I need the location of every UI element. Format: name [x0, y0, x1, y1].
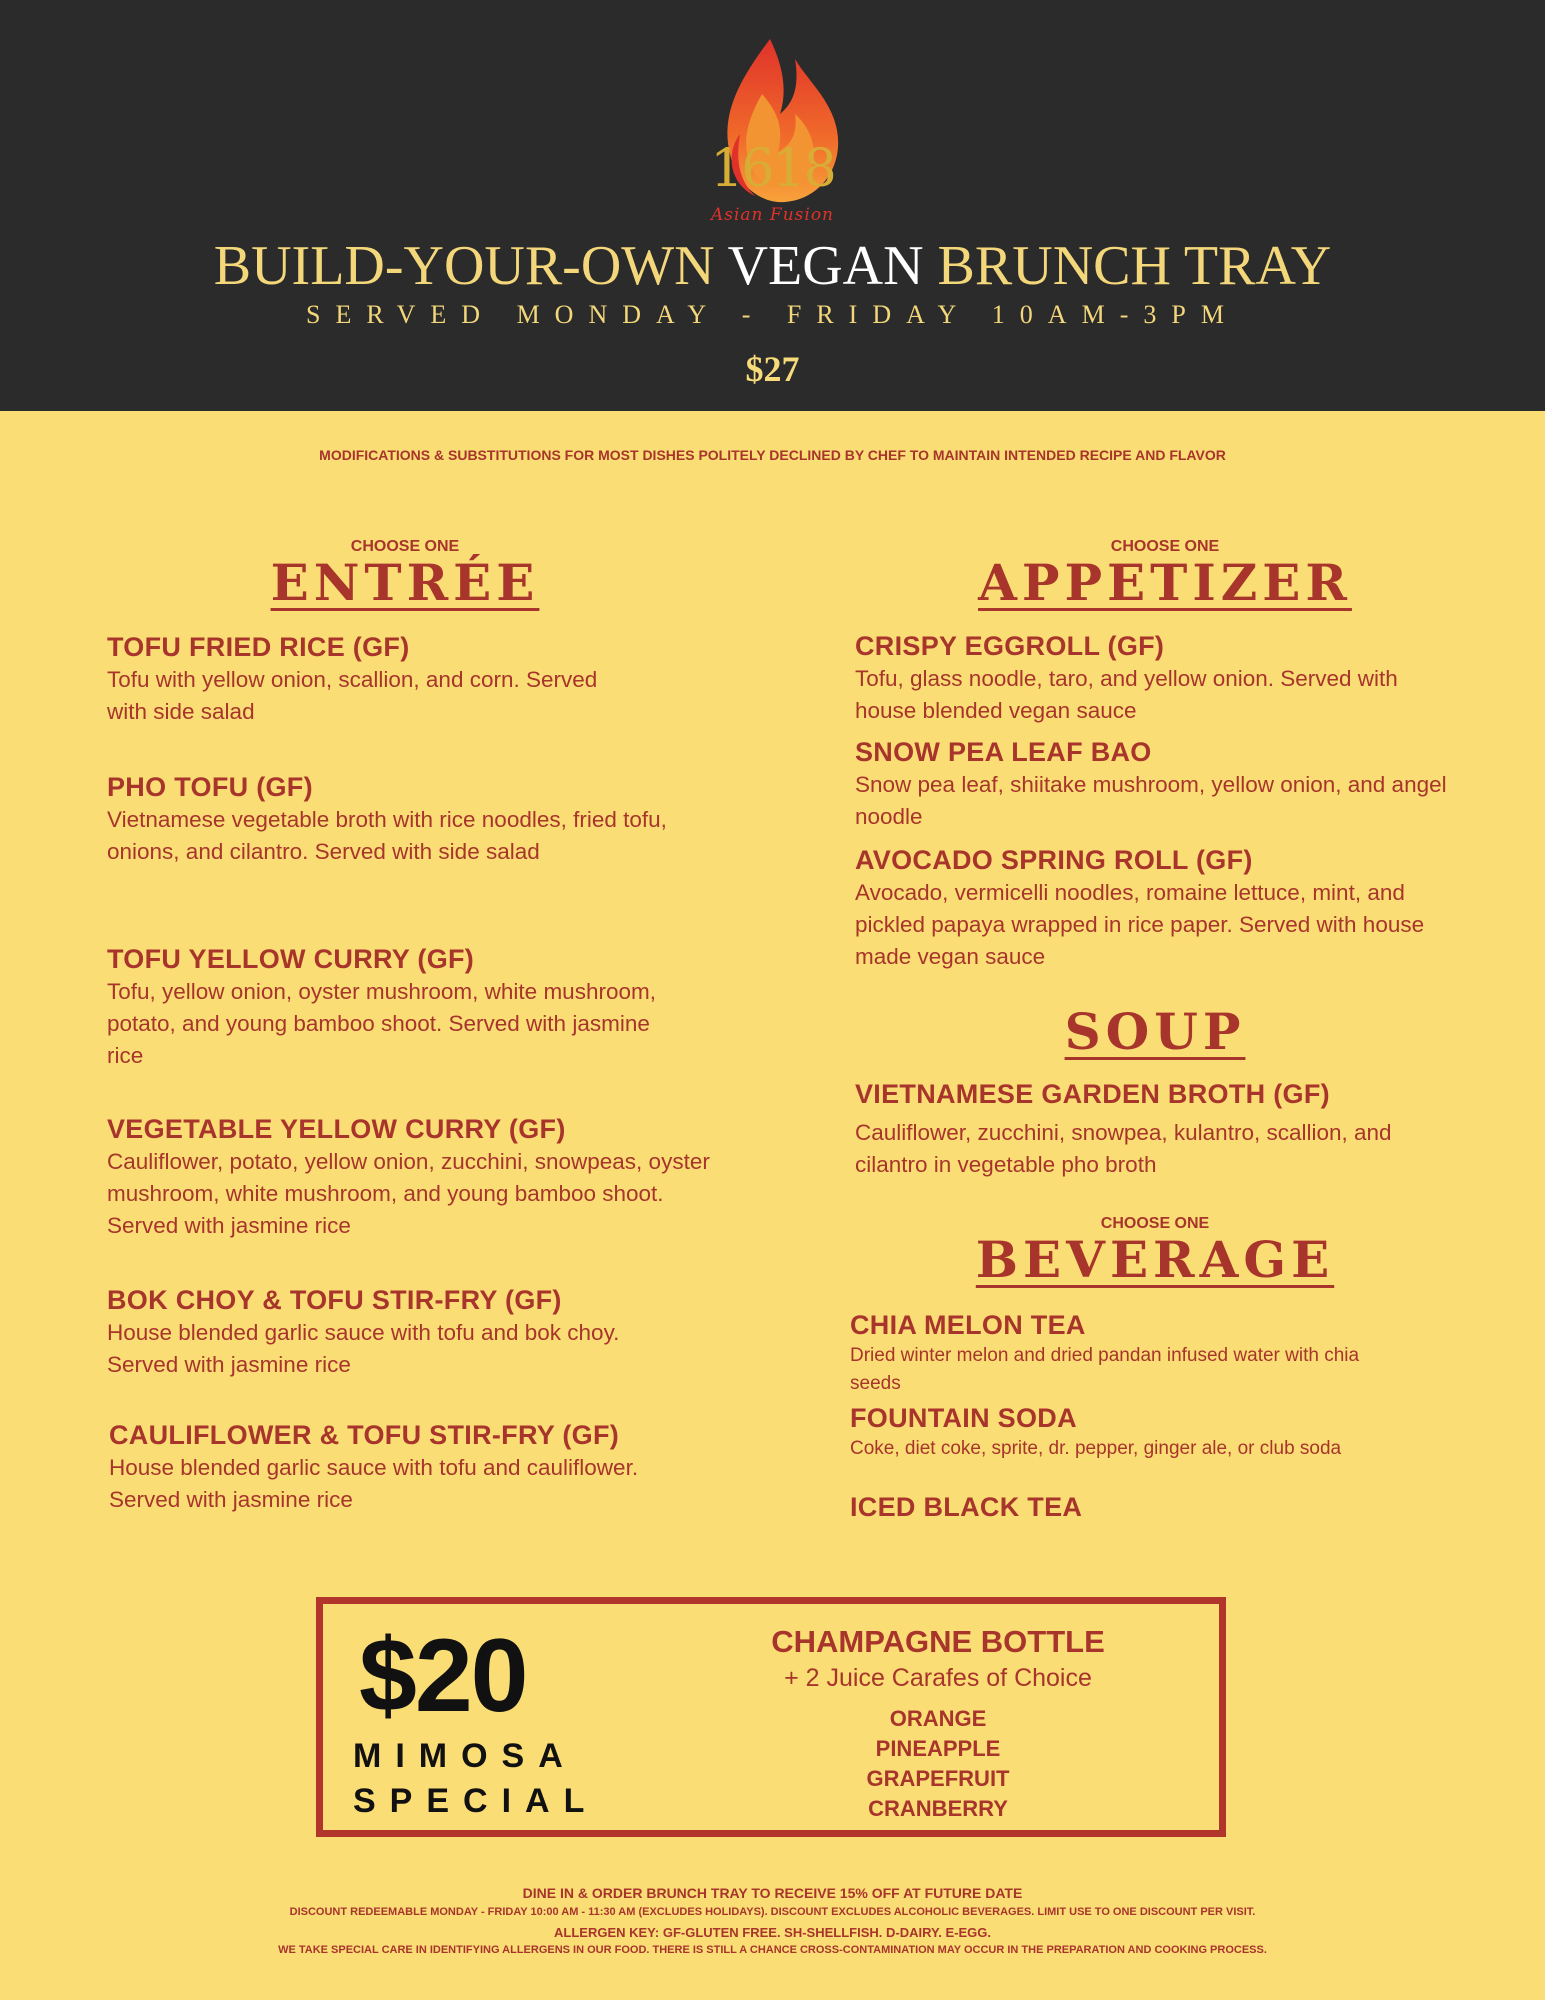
entree-item-name: PHO TOFU (GF) [107, 772, 313, 802]
entree-item-desc: Cauliflower, potato, yellow onion, zucchini, snowpeas, oyster mushroom, white mushroom, and young bamboo shoot. Served with jasmine rice [107, 1149, 710, 1238]
juice-option: GRAPEFRUIT [866, 1766, 1010, 1791]
page-title [0, 235, 1545, 297]
footer-allergen-key: ALLERGEN KEY: GF-GLUTEN FREE. SH-SHELLFISH. D-DAIRY. E-EGG. [554, 1925, 991, 1940]
appetizer-item [855, 629, 1495, 727]
beverage-choose-label: CHOOSE ONE [1100, 1215, 1210, 1232]
beverage-item-desc: Dried winter melon and dried pandan infused water with chia seeds [850, 1345, 1360, 1394]
soup-item-name: VIETNAMESE GARDEN BROTH (GF) [855, 1079, 1330, 1109]
appetizer-item-name: AVOCADO SPRING ROLL (GF) [855, 845, 1253, 875]
mimosa-label: MIMOSA [353, 1737, 577, 1775]
entree-item-desc: Tofu, yellow onion, oyster mushroom, white mushroom, potato, and young bamboo shoot. Served with jasmine rice [107, 979, 656, 1068]
title-highlight: VEGAN [727, 235, 924, 297]
beverage-item-name: FOUNTAIN SODA [850, 1403, 1077, 1433]
juice-option: ORANGE [889, 1706, 987, 1731]
title-part-2: BRUNCH TRAY [923, 235, 1332, 297]
served-hours: SERVED MONDAY - FRIDAY 10AM-3PM [306, 300, 1239, 329]
appetizer-item [855, 735, 1495, 833]
juice-option: CRANBERRY [868, 1796, 1008, 1821]
special-label: SPECIAL [353, 1782, 599, 1820]
entree-choose-label: CHOOSE ONE [350, 538, 460, 555]
mimosa-price: $20 [359, 1618, 527, 1734]
entree-item-name: CAULIFLOWER & TOFU STIR-FRY (GF) [109, 1420, 620, 1450]
entree-item-desc: Tofu with yellow onion, scallion, and corn. Served with side salad [107, 667, 598, 724]
beverage-heading: BEVERAGE [975, 1230, 1335, 1289]
champagne-heading: CHAMPAGNE BOTTLE [771, 1624, 1105, 1659]
entree-item-name: BOK CHOY & TOFU STIR-FRY (GF) [107, 1285, 562, 1315]
entree-item-desc: Vietnamese vegetable broth with rice noodles, fried tofu, onions, and cilantro. Served with side salad [107, 807, 667, 864]
appetizer-item-desc: Tofu, glass noodle, taro, and yellow onion. Served with house blended vegan sauce [855, 666, 1398, 723]
beverage-item-name: CHIA MELON TEA [850, 1310, 1086, 1340]
beverage-item [850, 1490, 1490, 1524]
footer-allergen-note: WE TAKE SPECIAL CARE IN IDENTIFYING ALLERGENS IN OUR FOOD. THERE IS STILL A CHANCE CROSS-CONTAMINATION MAY OCCUR IN THE PREPARATION AND COOKING PROCESS. [278, 1944, 1267, 1956]
entree-item [107, 942, 747, 1072]
footer-discount: DINE IN & ORDER BRUNCH TRAY TO RECEIVE 15% OFF AT FUTURE DATE [522, 1885, 1023, 1901]
entree-item-desc: House blended garlic sauce with tofu and cauliflower. Served with jasmine rice [109, 1455, 639, 1512]
entree-item [107, 770, 747, 868]
appetizer-item-desc: Snow pea leaf, shiitake mushroom, yellow onion, and angel noodle [855, 772, 1447, 829]
appetizer-item-desc: Avocado, vermicelli noodles, romaine lettuce, mint, and pickled papaya wrapped in rice paper. Served with house made vegan sauce [855, 880, 1425, 969]
modifications-notice: MODIFICATIONS & SUBSTITUTIONS FOR MOST DISHES POLITELY DECLINED BY CHEF TO MAINTAIN INTENDED RECIPE AND FLAVOR [319, 447, 1226, 463]
mimosa-special-box [316, 1597, 1226, 1837]
tray-price: $27 [745, 349, 800, 389]
entree-item [107, 1283, 747, 1381]
entree-item [109, 1418, 749, 1516]
entree-item [107, 1112, 747, 1242]
entree-item [107, 630, 747, 728]
logo-number: 1618 [710, 139, 835, 199]
entree-item-desc: House blended garlic sauce with tofu and bok choy. Served with jasmine rice [107, 1320, 620, 1377]
juice-option: PINEAPPLE [875, 1736, 1001, 1761]
beverage-item-name: ICED BLACK TEA [850, 1492, 1083, 1522]
soup-item-desc: Cauliflower, zucchini, snowpea, kulantro, scallion, and cilantro in vegetable pho broth [855, 1120, 1392, 1177]
soup-heading: SOUP [1064, 1002, 1246, 1061]
footer-discount-terms: DISCOUNT REDEEMABLE MONDAY - FRIDAY 10:00 AM - 11:30 AM (EXCLUDES HOLIDAYS). DISCOUNT EXCLUDES ALCOHOLIC BEVERAGES. LIMIT USE TO ONE DISCOUNT PER VISIT. [289, 1906, 1256, 1918]
soup-item [855, 1077, 1495, 1181]
appetizer-choose-label: CHOOSE ONE [1110, 538, 1220, 555]
entree-item-name: VEGETABLE YELLOW CURRY (GF) [107, 1114, 566, 1144]
appetizer-item [855, 843, 1495, 973]
header-banner [0, 0, 1545, 411]
entree-heading: ENTRÉE [270, 553, 540, 612]
juice-carafes-note: + 2 Juice Carafes of Choice [784, 1664, 1092, 1692]
appetizer-item-name: SNOW PEA LEAF BAO [855, 737, 1152, 767]
title-part-1: BUILD-YOUR-OWN [213, 235, 728, 297]
juice-list [743, 1704, 1133, 1824]
entree-item-name: TOFU YELLOW CURRY (GF) [107, 944, 475, 974]
beverage-item-desc: Coke, diet coke, sprite, dr. pepper, ginger ale, or club soda [850, 1438, 1342, 1459]
appetizer-heading: APPETIZER [978, 553, 1352, 612]
beverage-item [850, 1401, 1490, 1463]
logo-subtitle: Asian Fusion [710, 205, 834, 225]
entree-item-name: TOFU FRIED RICE (GF) [107, 632, 410, 662]
appetizer-item-name: CRISPY EGGROLL (GF) [855, 631, 1165, 661]
beverage-item [850, 1308, 1490, 1398]
flame-logo-icon [700, 34, 845, 234]
